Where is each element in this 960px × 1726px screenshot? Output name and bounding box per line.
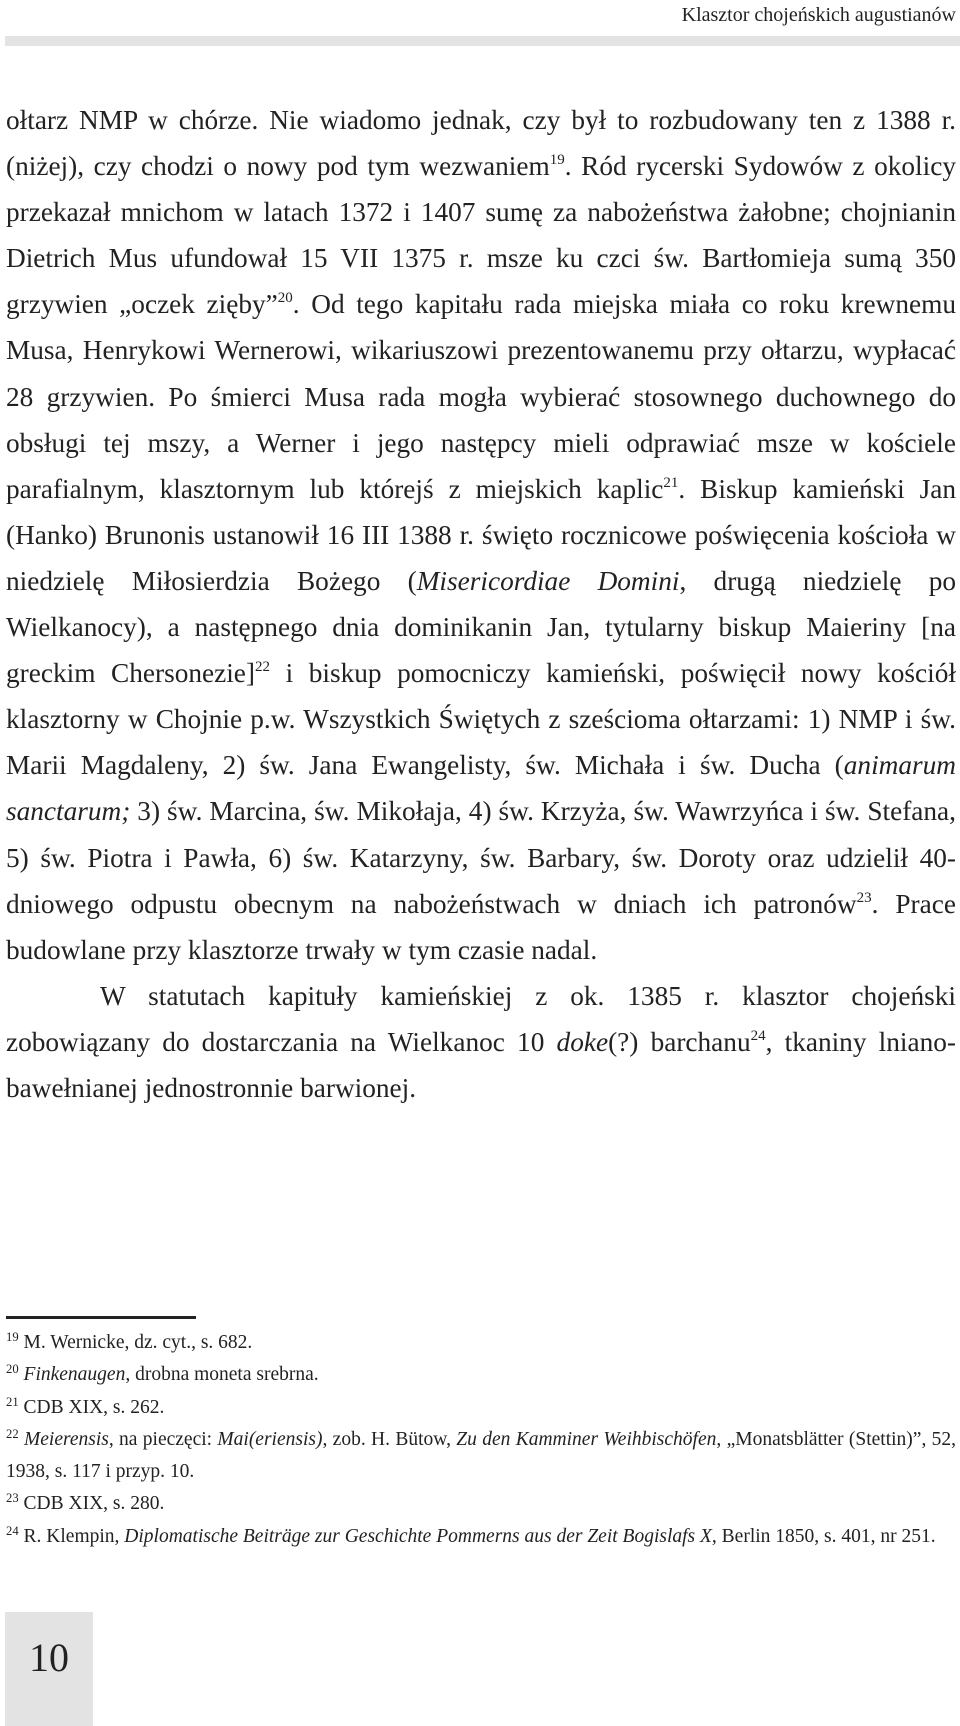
footnotes xyxy=(6,1327,956,1553)
text-run: i biskup pomocniczy kamieński, poświęcił nowy kościół klasztorny w Chojnie p.w. Wszystkich Świętych z sześcioma ołtarzami: 1) NMP i św. Marii Magdaleny, 2) św. Jana Ewangelisty, św. Michała i św. Ducha ( xyxy=(6,658,956,781)
footnote-italic: Zu den Kamminer Weihbischöfen xyxy=(456,1428,717,1450)
text-run: W statutach kapituły kamieńskiej z ok. 1385 r. klasztor chojeński zobowiązany do dostarczania na Wielkanoc 10 xyxy=(6,980,956,1057)
text-run: , tkaniny lniano-bawełnianej jednostronnie barwionej. xyxy=(6,1026,956,1103)
footnote-number: 20 xyxy=(6,1362,19,1377)
text-run: 3) św. Marcina, św. Mikołaja, 4) św. Krzyża, św. Wawrzyńca i św. Stefana, 5) św. Piotra i Pawła, 6) św. Katarzyny, św. Barbary, św. Doroty oraz udzielił 40-dniowego odpustu obecnym na nabożeństwach w dniach ich patronów xyxy=(6,796,956,919)
footnote-ref-24: 24 xyxy=(750,1027,766,1044)
footnote-number: 21 xyxy=(6,1394,19,1409)
paragraph-2 xyxy=(6,973,956,1111)
text-run: (?) barchanu xyxy=(608,1026,751,1057)
text-run: . Ród rycerski Sydowów z okolicy przekazał mnichom w latach 1372 i 1407 sumę za nabożeństwa żałobne; chojnianin Dietrich Mus ufundował 15 VII 1375 r. msze ku czci św. Bartłomieja sumą 350 grzywien „oczek zięby” xyxy=(6,151,956,320)
footnote-ref-23: 23 xyxy=(856,889,872,906)
footnote-23 xyxy=(6,1488,956,1520)
footnote-number: 19 xyxy=(6,1330,19,1345)
footnote-21 xyxy=(6,1392,956,1424)
italic-term: Misericordiae Domini xyxy=(416,565,680,596)
footnote-italic: Mai(eriensis) xyxy=(217,1428,323,1450)
footnote-ref-19: 19 xyxy=(549,151,565,168)
footnote-ref-20: 20 xyxy=(277,290,293,307)
page-number: 10 xyxy=(29,1635,69,1680)
text-run: . Od tego kapitału rada miejska miała co roku krewnemu Musa, Henrykowi Wernerowi, wikariuszowi prezentowanemu przy ołtarzu, wypłacać 28 grzywien. Po śmierci Musa rada mogła wybierać stosownego duchownego do obsługi tej mszy, a Werner i jego następcy mieli odprawiać msze w kościele parafialnym, klasztornym lub którejś z miejskich kaplic xyxy=(6,289,957,504)
main-text xyxy=(6,97,956,1111)
text-run: . Prace budowlane przy klasztorze trwały w tym czasie nadal. xyxy=(6,888,956,965)
footnote-24 xyxy=(6,1521,956,1553)
footnote-italic: Finkenaugen xyxy=(23,1364,126,1386)
footnote-text: CDB XIX, s. 280. xyxy=(23,1493,165,1515)
text-run: , drugą niedzielę po Wielkanocy), a następnego dnia dominikanin Jan, tytularny biskup Maieriny [na greckim Chersonezie] xyxy=(6,565,956,689)
footnote-italic: Diplomatische Beiträge zur Geschichte Pommerns aus der Zeit Bogislafs X xyxy=(124,1525,712,1547)
footnote-text: , drobna moneta srebrna. xyxy=(125,1364,319,1386)
footnote-ref-22: 22 xyxy=(255,658,271,675)
header-rule xyxy=(5,36,960,46)
page-number-box xyxy=(5,1612,93,1726)
footnote-number: 24 xyxy=(6,1523,19,1538)
footnote-number: 23 xyxy=(6,1491,19,1506)
footnote-text: , zob. H. Bütow, xyxy=(322,1428,457,1450)
paragraph-1 xyxy=(6,97,956,973)
footnote-italic: Meierensis xyxy=(24,1428,109,1450)
footnote-rule xyxy=(6,1316,196,1319)
footnote-text: CDB XIX, s. 262. xyxy=(23,1396,165,1418)
footnote-text: , Berlin 1850, s. 401, nr 251. xyxy=(711,1525,936,1547)
italic-term: doke xyxy=(556,1026,609,1057)
footnote-text: M. Wernicke, dz. cyt., s. 682. xyxy=(23,1332,253,1353)
footnote-19 xyxy=(6,1327,956,1359)
text-run: ołtarz NMP w chórze. Nie wiadomo jednak, czy był to rozbudowany ten z 1388 r. (niżej), czy chodzi o nowy pod tym wezwaniem xyxy=(6,105,956,182)
running-title: Klasztor chojeńskich augustianów xyxy=(681,4,956,26)
running-header xyxy=(0,0,960,30)
italic-term: animarum sanctarum; xyxy=(6,750,956,827)
footnote-20 xyxy=(6,1359,956,1391)
text-run: . Biskup kamieński Jan (Hanko) Brunonis ustanowił 16 III 1388 r. święto rocznicowe poświęcenia kościoła w niedzielę Miłosierdzia Bożego ( xyxy=(6,473,956,596)
footnote-text: , na pieczęci: xyxy=(108,1428,218,1450)
footnote-number: 22 xyxy=(6,1426,19,1441)
footnote-text: R. Klempin, xyxy=(23,1525,125,1547)
footnote-22 xyxy=(6,1424,956,1489)
footnote-ref-21: 21 xyxy=(663,474,679,491)
footnote-text: , „Monatsblätter (Stettin)”, 52, 1938, s. 117 i przyp. 10. xyxy=(6,1428,957,1483)
